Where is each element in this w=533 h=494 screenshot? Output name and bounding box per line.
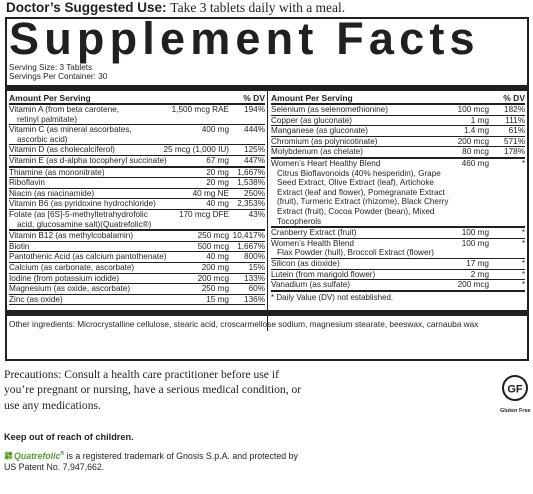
nutrient-row [9, 210, 265, 231]
nutrient-name: Vitamin E (as d-alpha tocopheryl succinate) [9, 155, 167, 165]
nutrient-amount: 40 mg [206, 252, 229, 262]
nutrient-row [9, 105, 265, 125]
nutrient-name: Women’s Heart Healthy Blend [271, 158, 381, 168]
nutrient-row [9, 284, 265, 295]
nutrient-dv: 125% [244, 145, 265, 155]
nutrient-amount: 170 mcg DFE [178, 209, 229, 219]
dv-header: % DV [503, 93, 525, 103]
nutrient-amount: 1 mg [470, 115, 489, 125]
nutrient-row [9, 263, 265, 274]
nutrient-amount: 1.4 mg [463, 126, 489, 136]
nutrient-dv: 43% [248, 209, 265, 219]
nutrient-name: Copper (as gluconate) [271, 115, 353, 125]
serving-size: Serving Size: 3 Tablets [9, 63, 93, 72]
nutrient-name: Manganese (as gluconate) [271, 126, 368, 136]
nutrient-amount: 250 mcg [197, 231, 229, 241]
nutrient-dv: 1,667% [237, 241, 265, 251]
trademark-notice: Quatrefolic® is a registered trademark of Gnosis S.p.A. and protected by US Patent No. 7,947,662. [4, 450, 298, 472]
nutrient-name: Vitamin A (from beta carotene, [9, 105, 119, 114]
nutrient-dv: * [521, 228, 525, 238]
nutrient-dv: * [521, 280, 525, 290]
nutrient-amount: 200 mcg [457, 136, 489, 146]
nutrient-row [9, 252, 265, 263]
nutrient-dv: 60% [248, 284, 265, 294]
gf-badge-text: GF [507, 383, 523, 396]
panel-title: Supplement Facts [9, 13, 480, 64]
nutrient-dv: 250% [244, 188, 265, 198]
nutrient-subtext: Citrus Bioflavonoids (40% hesperidin), Grape Seed Extract, Olive Extract (leaf), Artichoke Extract (leaf and flower), Pomegranate Extract (fruit), Turmeric Extract (rhizome), Black Cherry Extract (fruit), Cocoa Powder (bean), Mixed Tocopherols [277, 168, 449, 226]
nutrient-row [9, 199, 265, 210]
nutrient-dv: * [521, 158, 525, 168]
nutrient-name: Biotin [9, 241, 30, 251]
left-column [9, 92, 279, 305]
trademark-text: is a registered trademark of Gnosis S.p.A. and protected by US Patent No. 7,947,662. [4, 450, 298, 472]
nutrient-name: Thiamine (as mononitrate) [9, 167, 105, 177]
nutrient-row [271, 270, 525, 281]
nutrient-dv: 447% [244, 155, 265, 165]
nutrient-amount: 200 mg [201, 262, 229, 272]
precautions: Precautions: Consult a health care practitioner before use if you’re pregnant or nursing, have a serious medical condition, or use any medications. [4, 368, 302, 412]
nutrient-dv: 111% [505, 115, 525, 125]
nutrient-amount: 67 mg [206, 155, 229, 165]
nutrient-dv: 61% [508, 126, 525, 136]
nutrient-row [271, 147, 525, 159]
nutrient-amount: 25 mcg (1,000 IU) [163, 145, 229, 155]
nutrient-name: Selenium (as selenomethionine) [271, 105, 388, 114]
nutrient-row [271, 159, 525, 228]
keep-out-warning: Keep out of reach of children. [4, 432, 134, 442]
nutrient-dv: 136% [244, 294, 265, 304]
nutrient-name: Vitamin C (as mineral ascorbates, [9, 125, 132, 135]
nutrient-name: Zinc (as oxide) [9, 294, 63, 304]
nutrient-dv: * [521, 238, 525, 248]
nutrient-amount: 100 mg [461, 228, 489, 238]
bottom-thick-rule [7, 310, 527, 316]
quatrefolic-leaf-icon [4, 451, 13, 460]
nutrient-name: Niacin (as niacinamide) [9, 188, 95, 198]
nutrient-row [271, 137, 525, 148]
left-rows [9, 105, 279, 305]
nutrient-amount: 100 mg [461, 238, 489, 248]
nutrient-name: Riboflavin [9, 178, 45, 188]
right-header [271, 92, 525, 105]
nutrient-dv: * [521, 258, 525, 268]
nutrient-dv: 800% [244, 252, 265, 262]
nutrient-name: Women’s Health Blend [271, 238, 354, 248]
nutrient-name: Molybdenum (as chelate) [271, 147, 363, 157]
nutrient-name: Cranberry Extract (fruit) [271, 228, 357, 238]
nutrient-row [9, 145, 265, 156]
nutrient-row [9, 242, 265, 253]
nutrient-amount: 2 mg [470, 269, 489, 279]
suggested-use-label: Doctor’s Suggested Use: [6, 0, 167, 15]
nutrient-amount: 200 mcg [457, 280, 489, 290]
nutrient-row [9, 156, 265, 168]
amount-header: Amount Per Serving [271, 93, 353, 103]
nutrient-name: Calcium (as carbonate, ascorbate) [9, 262, 135, 272]
suggested-use-text: Take 3 tablets daily with a meal. [170, 0, 346, 15]
nutrient-amount: 500 mcg [197, 241, 229, 251]
right-rows [271, 105, 529, 292]
nutrient-row [271, 259, 525, 270]
nutrient-row [9, 178, 265, 189]
nutrient-subtext: retinyl palmitate) [17, 114, 78, 124]
right-column [271, 92, 529, 303]
nutrient-dv: 182% [504, 105, 525, 114]
nutrient-row [9, 168, 265, 179]
nutrient-dv: 2,353% [237, 199, 265, 209]
nutrient-name: Pantothenic Acid (as calcium pantothenate) [9, 252, 167, 262]
nutrient-amount: 15 mg [206, 294, 229, 304]
gluten-free-icon [502, 375, 528, 401]
nutrient-row [271, 239, 525, 259]
nutrient-row [9, 295, 265, 306]
nutrient-name: Lutein (from marigold flower) [271, 269, 376, 279]
servings-per-container: Servings Per Container: 30 [9, 72, 108, 81]
nutrient-dv: 133% [244, 273, 265, 283]
nutrient-row [271, 116, 525, 127]
nutrient-dv: * [521, 269, 525, 279]
nutrient-dv: 10,417% [232, 231, 265, 241]
supplement-facts-panel [5, 13, 529, 361]
nutrient-row [9, 189, 265, 200]
trademark-brand: Quatrefolic [14, 450, 61, 461]
nutrient-dv: 444% [244, 125, 265, 135]
nutrient-dv: 1,667% [237, 167, 265, 177]
nutrient-amount: 1,500 mcg RAE [171, 105, 229, 114]
nutrient-amount: 250 mg [201, 284, 229, 294]
nutrient-row [9, 125, 265, 145]
nutrient-row [9, 274, 265, 285]
other-ingredients: Other ingredients: Microcrystalline cellulose, stearic acid, croscarmellose sodium, magnesium stearate, beeswax, carnauba wax [9, 319, 479, 329]
nutrient-dv: 15% [248, 262, 265, 272]
nutrient-dv: 194% [244, 105, 265, 114]
nutrient-amount: 400 mg [201, 125, 229, 135]
gluten-free-badge [500, 375, 530, 414]
nutrient-dv: 571% [504, 136, 525, 146]
nutrient-subtext: acid, glucosamine salt)(Quatrefolic®) [17, 219, 152, 229]
nutrient-amount: 460 mg [461, 158, 489, 168]
nutrient-name: Silicon (as dioxide) [271, 258, 340, 268]
nutrient-amount: 40 mg NE [192, 188, 229, 198]
footnote: * Daily Value (DV) not established. [271, 292, 394, 302]
nutrient-dv: 1,538% [237, 178, 265, 188]
nutrient-name: Iodine (from potassium iodide) [9, 273, 120, 283]
nutrient-row [9, 231, 265, 242]
nutrient-amount: 20 mg [206, 167, 229, 177]
nutrient-amount: 100 mcg [457, 105, 489, 114]
nutrient-row [271, 228, 525, 239]
gluten-free-label: Gluten Free [500, 408, 531, 414]
nutrient-name: Folate (as [6S]-5-methyltetrahydrofolic [9, 209, 148, 219]
nutrient-amount: 17 mg [466, 258, 489, 268]
nutrient-row [271, 126, 525, 137]
nutrient-amount: 200 mcg [197, 273, 229, 283]
nutrient-name: Vanadium (as sulfate) [271, 280, 351, 290]
nutrient-subtext: Flax Powder (hull), Broccoli Extract (flower) [277, 248, 434, 258]
nutrient-amount: 80 mcg [462, 147, 489, 157]
nutrient-row [271, 105, 525, 116]
nutrient-name: Vitamin B12 (as methylcobalamin) [9, 231, 134, 241]
left-header [9, 92, 265, 105]
dv-header: % DV [243, 93, 265, 103]
amount-header: Amount Per Serving [9, 93, 91, 103]
nutrient-dv: 178% [504, 147, 525, 157]
nutrient-amount: 40 mg [206, 199, 229, 209]
nutrient-subtext: ascorbic acid) [17, 134, 68, 144]
nutrient-amount: 20 mg [206, 178, 229, 188]
nutrient-name: Vitamin B6 (as pyridoxine hydrochloride) [9, 199, 156, 209]
nutrient-name: Magnesium (as oxide, ascorbate) [9, 284, 131, 294]
nutrient-name: Chromium (as polynicotinate) [271, 136, 378, 146]
nutrient-row [271, 280, 525, 292]
nutrient-name: Vitamin D (as cholecalciferol) [9, 145, 115, 155]
